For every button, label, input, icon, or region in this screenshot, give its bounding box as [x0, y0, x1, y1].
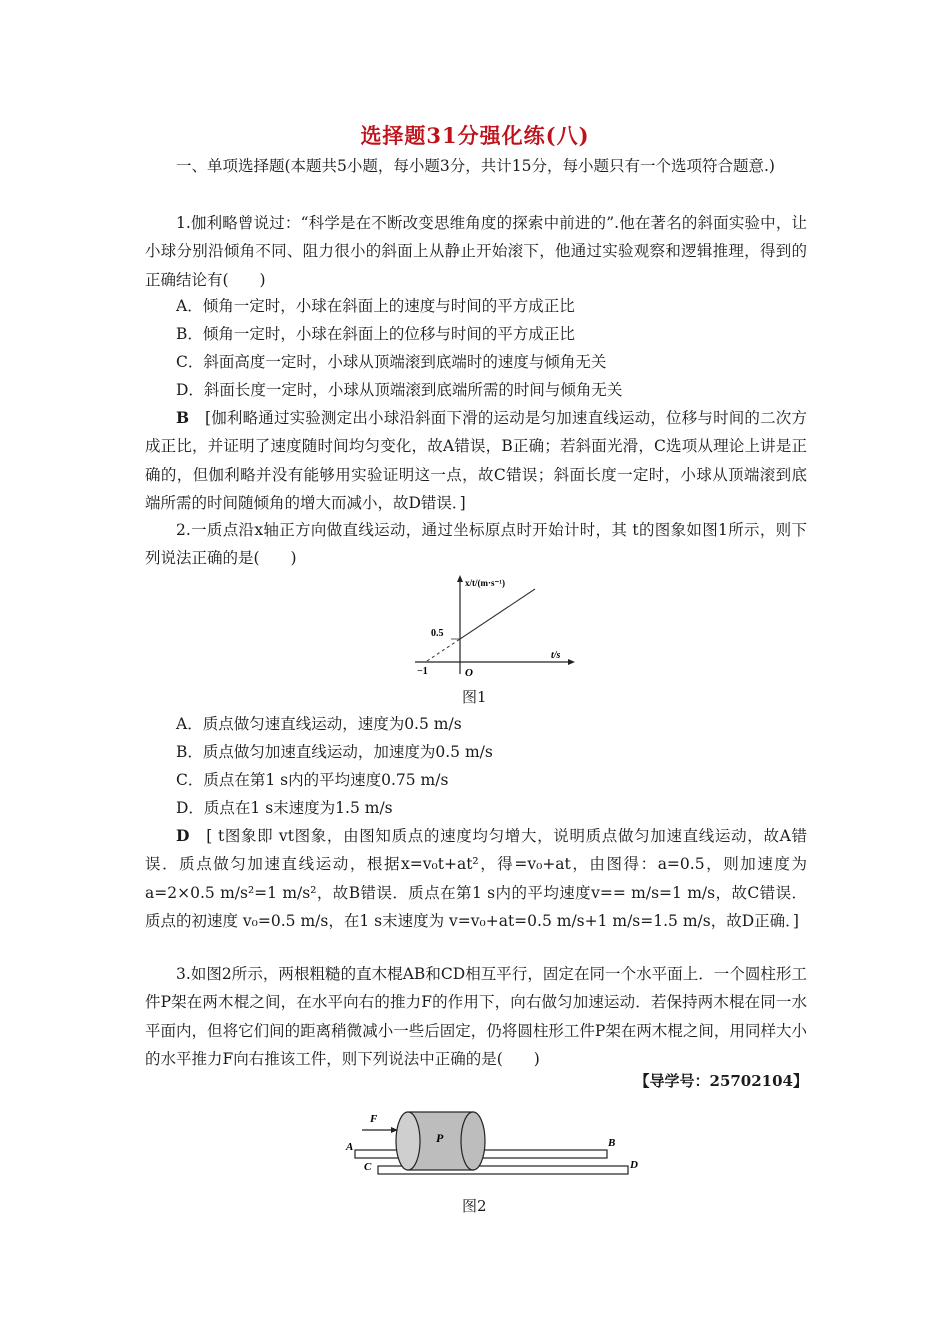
question-2-option-c: C．质点在第1 s内的平均速度0.75 m/s: [176, 771, 449, 789]
page-title: 选择题31分强化练(八): [360, 123, 590, 148]
figure-2-diagram: [340, 1100, 650, 1190]
question-2-answer-letter: D: [176, 826, 190, 845]
question-2-answer-explanation: [ t图象即 vt图象，由图知质点的速度均匀增大，说明质点做匀加速直线运动，故A错误．质点做匀加速直线运动，根据x=v₀t+at²，得=v₀+at，由图得：a=0.5，则加速度为a=2×0.5 m/s²=1 m/s²，故B错误．质点在第1 s内的平均速度v== m/s=1 m/s，故C错误．质点的初速度 v₀=0.5 m/s，在1 s末速度为 v=v₀+at=0.5 m/s+1 m/s=1.5 m/s，故D正确．]: [145, 827, 807, 931]
question-2-option-d: D．质点在1 s末速度为1.5 m/s: [176, 799, 393, 817]
figure-1-caption: 图1: [462, 688, 487, 706]
figure-1-graph: [405, 572, 585, 682]
graph-x-axis-label: t/s: [551, 650, 561, 661]
graph-y-axis-label: x/t/(m·s⁻¹): [465, 578, 505, 588]
label-d: D: [630, 1159, 638, 1171]
guide-number: 【导学号：25702104】: [634, 1072, 808, 1090]
graph-y-intercept-label: 0.5: [431, 628, 444, 639]
question-1-option-c: C．斜面高度一定时，小球从顶端滚到底端时的速度与倾角无关: [176, 353, 607, 371]
section-header: 一、单项选择题(本题共5小题，每小题3分，共计15分，每小题只有一个选项符合题意.): [176, 157, 775, 175]
question-2-option-a: A．质点做匀速直线运动，速度为0.5 m/s: [176, 715, 462, 733]
question-1-answer: [145, 404, 807, 518]
question-1-option-d: D．斜面长度一定时，小球从顶端滚到底端所需的时间与倾角无关: [176, 381, 623, 399]
graph-x-intercept-label: −1: [417, 666, 428, 677]
label-b: B: [608, 1137, 616, 1149]
question-1-stem: 1.伽利略曾说过：“科学是在不断改变思维角度的探索中前进的”.他在著名的斜面实验中，让小球分别沿倾角不同、阻力很小的斜面上从静止开始滚下，他通过实验观察和逻辑推理，得到的正确结论有( ): [145, 214, 807, 289]
question-1-option-b: B．倾角一定时，小球在斜面上的位移与时间的平方成正比: [176, 325, 575, 343]
label-c: C: [364, 1161, 372, 1173]
label-f: F: [370, 1113, 378, 1125]
question-1-answer-letter: B: [176, 408, 190, 427]
label-a: A: [346, 1141, 354, 1153]
question-3-stem: 3.如图2所示，两根粗糙的直木棍AB和CD相互平行，固定在同一个水平面上．一个圆柱形工件P架在两木棍之间，在水平向右的推力F的作用下，向右做匀加速运动．若保持两木棍在同一水平面内，但将它们间的距离稍微减小一些后固定，仍将圆柱形工件P架在两木棍之间，用同样大小的水平推力F向右推该工件，则下列说法中正确的是( ): [145, 965, 807, 1069]
question-1-option-a: A．倾角一定时，小球在斜面上的速度与时间的平方成正比: [176, 297, 575, 315]
figure-2-caption: 图2: [462, 1197, 487, 1215]
question-2-option-b: B．质点做匀加速直线运动，加速度为0.5 m/s: [176, 743, 493, 761]
question-2-stem: 2.一质点沿x轴正方向做直线运动，通过坐标原点时开始计时，其 t的图象如图1所示，则下列说法正确的是( ): [145, 521, 807, 568]
graph-origin-label: O: [465, 667, 473, 679]
label-p: P: [436, 1131, 444, 1145]
question-2-answer: [145, 822, 807, 936]
question-1-answer-explanation: [伽利略通过实验测定出小球沿斜面下滑的运动是匀加速直线运动，位移与时间的二次方成正比，并证明了速度随时间均匀变化，故A错误，B正确；若斜面光滑，C选项从理论上讲是正确的，但伽利略并没有能够用实验证明这一点，故C错误；斜面长度一定时，小球从顶端滚到底端所需的时间随倾角的增大而减小，故D错误．]: [145, 409, 807, 513]
